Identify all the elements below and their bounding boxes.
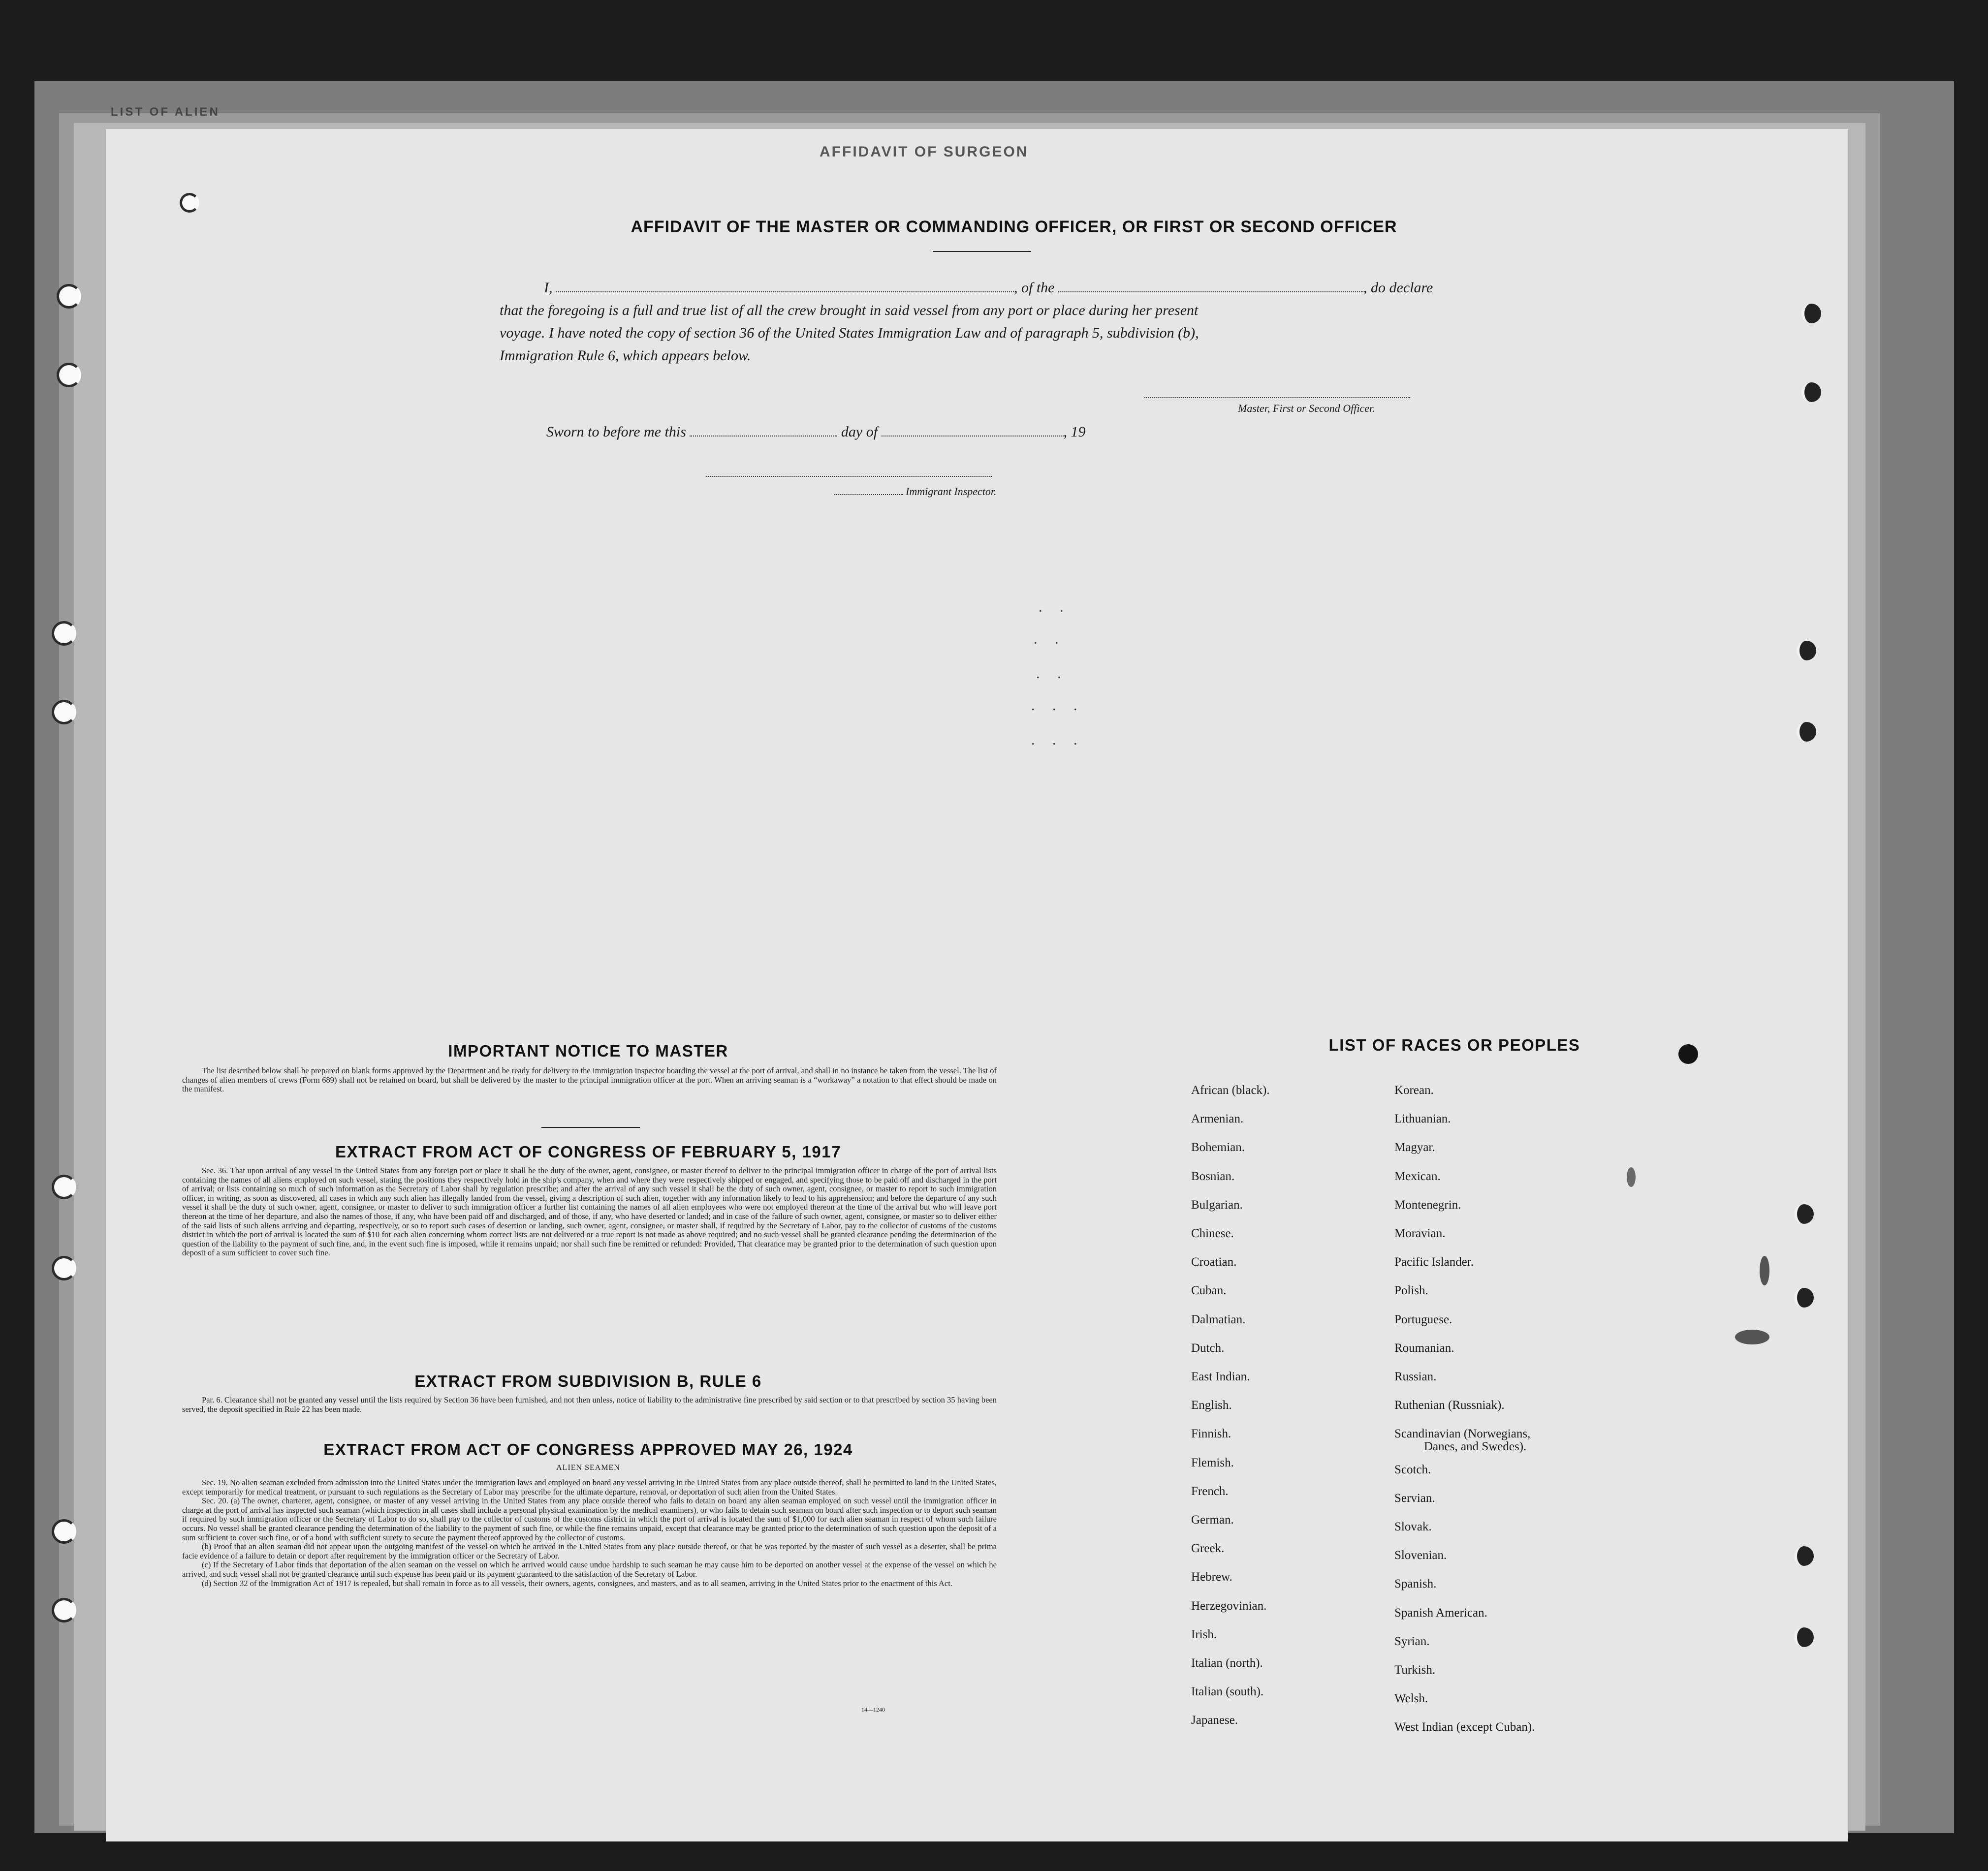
- race-item: Spanish American.: [1394, 1606, 1487, 1620]
- binding-hole: [1797, 722, 1816, 742]
- binding-hole: [1797, 641, 1816, 660]
- sec-20a-paragraph: Sec. 20. (a) The owner, charterer, agent, consignee, or master of any vessel arriving in the United States from any place outside thereof who fails to detain on board any alien seaman employed on such vessel until the immigration officer in charge at the port of arrival has inspected such seaman (which inspection in all cases shall include a personal physical examination by the medical examiners), or who fails to detain such seaman on board after such inspection or to deport such seaman if required by such immigration officer or the Secretary of Labor to do so, shall pay to the collector of customs of the customs district in which the port of arrival is located the sum of $1,000 for each alien seaman in respect of whom such failure occurs. No vessel shall be granted clearance pending the determination of the liability to the payment of such fine, or while the fine remains unpaid, except that clearance may be granted prior to the determination of such question upon the deposit of a sum sufficient to cover such fine, or of a bond with sufficient surety to secure the payment thereof approved by the collector of customs.: [182, 1496, 997, 1542]
- binding-hole: [52, 1519, 76, 1544]
- races-column-1: [1191, 1084, 1378, 1871]
- ink-blot: [1760, 1256, 1769, 1285]
- race-item: Moravian.: [1394, 1227, 1446, 1240]
- notice-text: The list described below shall be prepared on blank forms approved by the Department and be ready for delivery to the immigration inspector boarding the vessel at the port of arrival, and shall in no instance be taken from the vessel. The list of changes of alien members of crews (Form 689) shall not be retained on board, but shall be delivered by the master to the principal immigration officer at the port. When an arriving seaman is a “workaway” a notation to that effect should be made on the manifest.: [182, 1066, 997, 1094]
- rule6-text: Par. 6. Clearance shall not be granted any vessel until the lists required by Section 36 have been furnished, and not then unless, notice of liability to the administrative fine prescribed by said section or to that prescribed by section 35 having been served, the deposit specified in Rule 22 has been made.: [182, 1395, 997, 1414]
- sec-20b-paragraph: (b) Proof that an alien seaman did not appear upon the outgoing manifest of the vessel on which he arrived in the United States from any place outside thereof, or that he was reported by the master of such vessel as a deserter, shall be prima facie evidence of a failure to detain or deport after requirement by the immigration officer or the Secretary of Labor.: [182, 1542, 997, 1560]
- race-item: Dutch.: [1191, 1341, 1225, 1355]
- of-the-label: , of the: [1014, 280, 1055, 296]
- ink-blot: [1678, 1044, 1698, 1064]
- race-item: Ruthenian (Russniak).: [1394, 1399, 1505, 1412]
- race-item: Slovenian.: [1394, 1549, 1447, 1562]
- race-item-continuation: Danes, and Swedes).: [1424, 1440, 1527, 1454]
- declaration-line-1: [500, 277, 1582, 299]
- year-label: , 19: [1063, 424, 1086, 440]
- dot-mark: . .: [1039, 599, 1071, 615]
- binding-hole: [52, 621, 76, 646]
- binding-hole: [1794, 1204, 1814, 1224]
- declaration-line-2: that the foregoing is a full and true list of all the crew brought in said vessel from any port or place during her present: [500, 302, 1199, 318]
- binding-hole: [1794, 1546, 1814, 1566]
- race-item: Armenian.: [1191, 1112, 1244, 1126]
- vessel-name-field[interactable]: [1058, 281, 1363, 292]
- race-item: Chinese.: [1191, 1227, 1234, 1240]
- race-item: Portuguese.: [1394, 1312, 1452, 1326]
- binding-hole: [180, 193, 199, 213]
- binding-hole: [52, 1256, 76, 1280]
- extract-1924-title: EXTRACT FROM ACT OF CONGRESS APPROVED MAY 26, 1924: [323, 1440, 853, 1459]
- race-item: Scandinavian (Norwegians,: [1394, 1427, 1531, 1441]
- title-rule: [933, 251, 1031, 252]
- notice-rule: [541, 1127, 640, 1128]
- race-item: Finnish.: [1191, 1427, 1231, 1441]
- ink-blot: [1735, 1330, 1769, 1344]
- binding-hole: [1801, 304, 1821, 323]
- race-item: Polish.: [1394, 1284, 1428, 1298]
- binding-hole: [57, 363, 81, 387]
- notice-body: [182, 1066, 997, 1094]
- race-item: English.: [1191, 1399, 1232, 1412]
- race-item: East Indian.: [1191, 1370, 1250, 1383]
- extract-1917-body: [182, 1166, 997, 1258]
- sec-20d-paragraph: (d) Section 32 of the Immigration Act of 1917 is repealed, but shall remain in force as to all vessels, their owners, agents, consignees, and masters, and as to all seamen, arriving in the United States prior to the enactment of this Act.: [202, 1578, 952, 1588]
- sworn-day-field[interactable]: [690, 425, 837, 437]
- race-item: Slovak.: [1394, 1520, 1432, 1533]
- race-item: Japanese.: [1191, 1714, 1238, 1727]
- alien-seamen-subtitle: ALIEN SEAMEN: [556, 1464, 620, 1472]
- race-item: Bohemian.: [1191, 1141, 1245, 1154]
- ink-blot: [1627, 1167, 1636, 1187]
- ghost-heading-left: LIST OF ALIEN: [111, 105, 220, 119]
- inspector-signature-line[interactable]: [706, 476, 992, 477]
- race-item: African (black).: [1191, 1084, 1270, 1097]
- race-item: Russian.: [1394, 1370, 1437, 1383]
- notice-title: IMPORTANT NOTICE TO MASTER: [448, 1042, 728, 1060]
- binding-hole: [1794, 1288, 1814, 1308]
- form-number: 14—1240: [861, 1706, 885, 1713]
- rule6-title: EXTRACT FROM SUBDIVISION B, RULE 6: [414, 1372, 762, 1390]
- race-item: Welsh.: [1394, 1692, 1428, 1706]
- race-item: German.: [1191, 1513, 1234, 1527]
- race-item: Pacific Islander.: [1394, 1255, 1474, 1269]
- race-item: Italian (south).: [1191, 1685, 1264, 1699]
- sworn-label: Sworn to before me this: [546, 424, 686, 440]
- inspector-dots: [834, 494, 903, 495]
- declarant-name-field[interactable]: [556, 281, 1014, 292]
- dot-mark: . . .: [1031, 697, 1084, 714]
- do-declare-label: , do declare: [1363, 280, 1433, 296]
- declaration-line-3: voyage. I have noted the copy of section 36 of the United States Immigration Law and of paragraph 5, subdivision (b),: [500, 325, 1199, 341]
- rule6-body: [182, 1396, 997, 1414]
- dot-mark: . .: [1034, 631, 1066, 647]
- race-item: Spanish.: [1394, 1577, 1437, 1591]
- binding-hole: [52, 700, 76, 724]
- race-item: Korean.: [1394, 1084, 1434, 1097]
- sworn-line: [546, 421, 1086, 443]
- race-item: Scotch.: [1394, 1463, 1431, 1476]
- extract-1917-title: EXTRACT FROM ACT OF CONGRESS OF FEBRUARY 5, 1917: [335, 1143, 841, 1161]
- affidavit-title: AFFIDAVIT OF THE MASTER OR COMMANDING OFFICER, OR FIRST OR SECOND OFFICER: [631, 218, 1397, 236]
- race-item: Cuban.: [1191, 1284, 1227, 1298]
- dot-mark: . .: [1036, 665, 1068, 682]
- extract-1924-body: [182, 1478, 997, 1588]
- race-item: Greek.: [1191, 1542, 1225, 1556]
- race-item: Magyar.: [1394, 1141, 1435, 1154]
- extract-1917-text: Sec. 36. That upon arrival of any vessel in the United States from any foreign port or place it shall be the duty of the owner, agent, consignee, or master thereof to deliver to the principal immigration officer in charge of the port of arrival lists containing the names of all aliens employed on such vessel, stating the positions they respectively hold in the ship's company, when and where they were respectively shipped or engaged, and specifying those to be paid off and discharged in the port of arrival; or lists containing so much of such information as the Secretary of Labor shall by regulation prescribe; and after the arrival of any such vessel it shall be the duty of such owner, agent, consignee, or master to report to such immigration officer, in writing, as soon as discovered, all cases in which any such alien has illegally landed from the vessel, giving a description of such alien, together with any information likely to lead to his apprehension; and before the departure of any such vessel it shall be the duty of such owner, agent, consignee, or master to deliver to such immigration officer a further list containing the names of all alien employees who were not employed thereon at the time of the arrival but who will leave port thereon at the time of her departure, and also the names of those, if any, who have been paid off and discharged, and of those, if any, who have deserted or landed; and in case of the failure of such owner, agent, consignee, or master so to deliver either of the said lists of such aliens arriving and departing, respectively, or so to report such cases of desertion or landing, such owner, agent, consignee, or master shall, if required by the Secretary of Labor, pay to the collector of customs of the customs district in which the port of arrival is located the sum of $10 for each alien concerning whom correct lists are not delivered or a true report is not made as above required; and no such vessel shall be granted clearance pending the determination of the question of the liability to the payment of such fine, and, in the event such fine is imposed, while it remains unpaid; nor shall such fine be remitted or refunded: Provided, That clearance may be granted prior to the determination of such question upon deposit of a sum sufficient to cover such fine.: [182, 1166, 997, 1258]
- race-item: Hebrew.: [1191, 1570, 1232, 1584]
- binding-hole: [52, 1175, 76, 1199]
- races-title: LIST OF RACES OR PEOPLES: [1328, 1036, 1580, 1054]
- binding-hole: [1794, 1627, 1814, 1647]
- binding-hole: [52, 1598, 76, 1622]
- race-item: Irish.: [1191, 1627, 1217, 1641]
- race-item: French.: [1191, 1484, 1229, 1498]
- race-item: West Indian (except Cuban).: [1394, 1720, 1535, 1734]
- race-item: Syrian.: [1394, 1634, 1430, 1648]
- sworn-month-field[interactable]: [882, 425, 1064, 437]
- race-item: Montenegrin.: [1394, 1198, 1461, 1212]
- race-item: Croatian.: [1191, 1255, 1237, 1269]
- race-item: Mexican.: [1394, 1169, 1441, 1183]
- sec-20c-paragraph: (c) If the Secretary of Labor finds that deportation of the alien seaman on the vessel on which he arrived would cause undue hardship to such seaman he may cause him to be deported on another vessel at the expense of the vessel on which he arrived, and such vessel shall not be granted clearance until such expense has been paid or its payment guaranteed to the satisfaction of the Secretary of Labor.: [182, 1560, 997, 1579]
- declarant-label: I,: [544, 280, 553, 296]
- race-item: Italian (north).: [1191, 1656, 1263, 1670]
- race-item: Bosnian.: [1191, 1169, 1235, 1183]
- races-column-2: [1394, 1084, 1665, 1871]
- dot-mark: . . .: [1031, 732, 1084, 748]
- master-signature-caption: Master, First or Second Officer.: [1238, 402, 1375, 414]
- document-page: [106, 105, 1848, 1841]
- binding-hole: [1801, 382, 1821, 402]
- race-item: Lithuanian.: [1394, 1112, 1451, 1126]
- race-item: Roumanian.: [1394, 1341, 1454, 1355]
- race-item: Turkish.: [1394, 1663, 1436, 1677]
- race-item: Dalmatian.: [1191, 1312, 1246, 1326]
- race-item: Bulgarian.: [1191, 1198, 1243, 1212]
- master-signature-line[interactable]: [1144, 397, 1410, 398]
- sec-19-paragraph: Sec. 19. No alien seaman excluded from admission into the United States under the immigration laws and employed on board any vessel arriving in the United States from any place outside thereof, shall be permitted to land in the United States, except temporarily for medical treatment, or pursuant to such regulations as the Secretary of Labor may prescribe for the ultimate departure, removal, or deportation of such alien from the United States.: [182, 1478, 997, 1497]
- inspector-caption: Immigrant Inspector.: [906, 485, 997, 498]
- ghost-heading-right: AFFIDAVIT OF SURGEON: [820, 144, 1029, 160]
- race-item: Servian.: [1394, 1491, 1435, 1505]
- race-item: Herzegovinian.: [1191, 1599, 1267, 1613]
- binding-hole: [57, 284, 81, 309]
- race-item: Flemish.: [1191, 1456, 1234, 1469]
- day-of-label: day of: [841, 424, 878, 440]
- declaration-line-4: Immigration Rule 6, which appears below.: [500, 347, 751, 364]
